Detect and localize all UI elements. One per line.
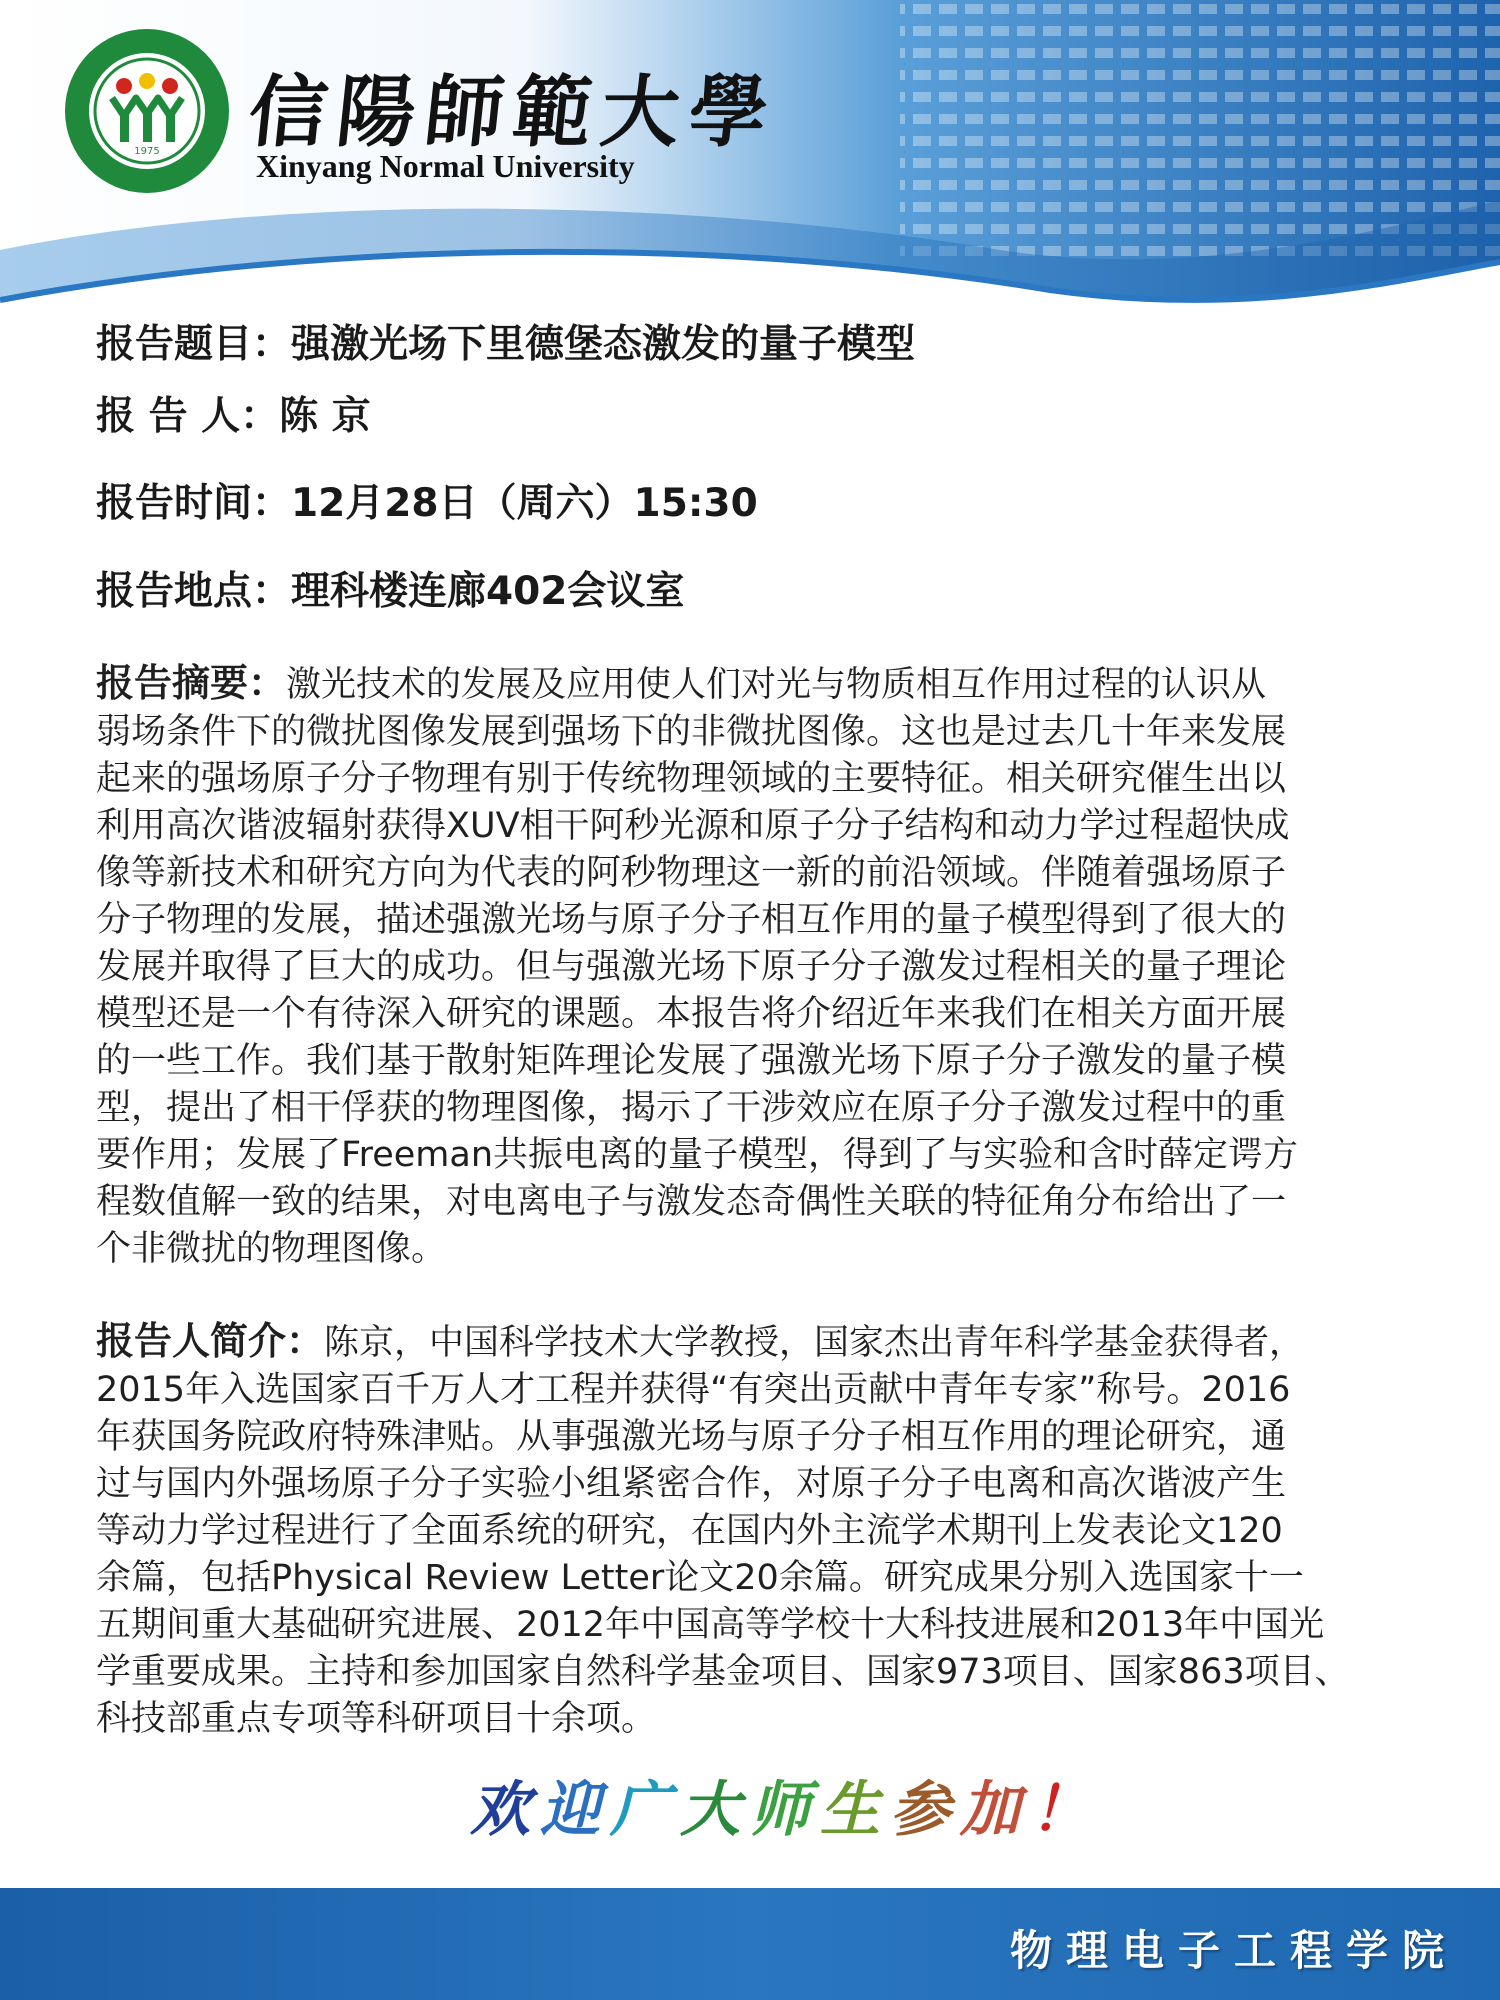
svg-text:1975: 1975 bbox=[134, 146, 160, 157]
report-title-value: 强激光场下里德堡态激发的量子模型 bbox=[291, 322, 916, 367]
speaker-label: 报 告 人： bbox=[96, 394, 280, 439]
welcome-char: 广 bbox=[610, 1775, 680, 1845]
abstract-text: 激光技术的发展及应用使人们对光与物质相互作用过程的认识从 弱场条件下的微扰图像发展到强场下的非微扰图像。这也是过去几十年来发展 起来的强场原子分子物理有别于传统物理领域的主要特征。相关研究催生出以 利用高次谐波辐射获得XUV相干阿秒光源和原子分子结构和动力学过程超快成 像等新技术和研究方向为代表的阿秒物理这一新的前沿领域。伴随着强场原子 分子物理的发展，描述强激光场与原子分子相互作用的量子模型得到了很大的 发展并取得了巨大的成功。但与强激光场下原子分子激发过程相关的量子理论 模型还是一个有待深入研究的课题。本报告将介绍近年来我们在相关方面开展 的一些工作。我们基于散射矩阵理论发展了强激光场下原子分子激发的量子模 型，提出了相干俘获的物理图像，揭示了干涉效应在原子分子激发过程中的重 要作用；发展了Freeman共振电离的量子模型，得到了与实验和含时薛定谔方 程数值解一致的结果，对电离电子与激发态奇偶性关联的特征角分布给出了一 个非微扰的物理图像。 bbox=[96, 665, 1298, 1269]
time-value: 12月28日（周六）15:30 bbox=[291, 481, 758, 526]
university-logo bbox=[62, 26, 232, 196]
welcome-char: 欢 bbox=[470, 1775, 540, 1845]
abstract-section bbox=[96, 660, 1426, 1273]
time-label: 报告时间： bbox=[96, 481, 292, 526]
place-line bbox=[96, 560, 684, 616]
welcome-char: 迎 bbox=[540, 1775, 610, 1845]
report-title-label: 报告题目： bbox=[96, 322, 292, 367]
place-value: 理科楼连廊402会议室 bbox=[291, 569, 685, 614]
bio-label: 报告人简介： bbox=[96, 1319, 325, 1363]
welcome-char: ！ bbox=[1030, 1775, 1100, 1845]
bio-section bbox=[96, 1318, 1426, 1743]
speaker-value: 陈 京 bbox=[279, 394, 371, 439]
abstract-label: 报告摘要： bbox=[96, 661, 287, 705]
report-title-line bbox=[96, 313, 915, 369]
welcome-char: 参 bbox=[890, 1775, 960, 1845]
university-name-en: Xinyang Normal University bbox=[256, 148, 635, 184]
bio-text: 陈京，中国科学技术大学教授，国家杰出青年科学基金获得者， 2015年入选国家百千万人才工程并获得“有突出贡献中青年专家”称号。2016 年获国务院政府特殊津贴。从事强激光场与原子分子相互作用的理论研究，通 过与国内外强场原子分子实验小组紧密合作，对原子分子电离和高次谐波产生 等动力学过程进行了全面系统的研究，在国内外主流学术期刊上发表论文120 余篇，包括Physical Review Letter论文20余篇。研究成果分别入选国家十一 五期间重大基础研究进展、2012年中国高等学校十大科技进展和2013年中国光 学重要成果。主持和参加国家自然科学基金项目、国家973项目、国家863项目、 科技部重点专项等科研项目十余项。 bbox=[96, 1323, 1350, 1739]
place-label: 报告地点： bbox=[96, 569, 292, 614]
speaker-line bbox=[96, 385, 371, 441]
welcome-char: 大 bbox=[680, 1775, 750, 1845]
university-name-cn: 信陽師範大學 bbox=[244, 67, 783, 158]
welcome-char: 加 bbox=[960, 1775, 1030, 1845]
header-banner bbox=[0, 0, 1500, 320]
time-line bbox=[96, 472, 758, 528]
footer-band bbox=[0, 1888, 1500, 2000]
welcome-char: 生 bbox=[820, 1775, 890, 1845]
welcome-slogan bbox=[470, 1762, 1100, 1848]
welcome-char: 师 bbox=[750, 1775, 820, 1845]
college-name: 物理电子工程学院 bbox=[1009, 1926, 1458, 1975]
